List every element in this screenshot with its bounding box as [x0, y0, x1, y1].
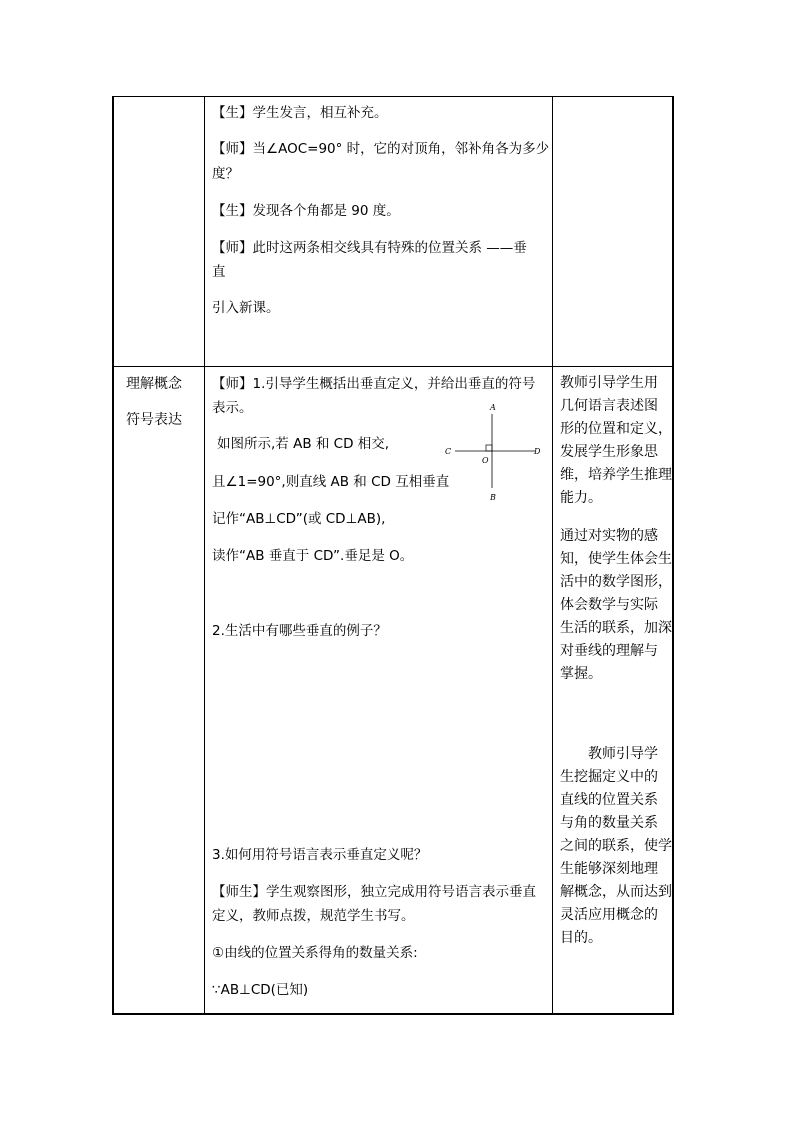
objective-line: 之间的联系，使学 — [560, 838, 672, 854]
objective-line: 生活的联系，加深 — [560, 620, 672, 636]
label-o: O — [482, 456, 489, 465]
lesson-line: 且∠1=90°,则直线 AB 和 CD 互相垂直 — [212, 474, 450, 490]
objective-line: 解概念，从而达到 — [560, 884, 672, 900]
objective-line: 直线的位置关系 — [560, 792, 658, 808]
objective-line: 能力。 — [560, 490, 602, 506]
perpendicular-lines-figure — [440, 400, 550, 504]
objective-line: 几何语言表述图 — [560, 398, 658, 414]
table-left-border — [112, 96, 114, 1014]
lesson-line: 3.如何用符号语言表示垂直定义呢？ — [212, 847, 428, 863]
dialog-line: 引入新课。 — [212, 300, 280, 316]
label-a: A — [490, 403, 496, 412]
objective-line: 教师引导学 — [588, 746, 658, 762]
lesson-line: ①由线的位置关系得角的数量关系: — [212, 945, 418, 961]
row-divider — [112, 366, 674, 367]
objective-line: 对垂线的理解与 — [560, 643, 658, 659]
lesson-line: 【师生】学生观察图形，独立完成用符号语言表示垂直 — [212, 884, 536, 900]
objective-line: 通过对实物的感 — [560, 528, 658, 544]
table-top-border-left — [112, 96, 552, 97]
label-d: D — [534, 447, 541, 456]
objective-line: 体会数学与实际 — [560, 597, 658, 613]
right-angle-marker — [486, 445, 492, 451]
objective-line: 发展学生形象思 — [560, 444, 658, 460]
lesson-line: ∵AB⊥CD(已知) — [212, 982, 309, 998]
objective-line: 形的位置和定义， — [560, 421, 672, 437]
dialog-line: 【师】此时这两条相交线具有特殊的位置关系 ——垂 — [212, 240, 527, 256]
objective-line: 生能够深刻地理 — [560, 861, 658, 877]
column-divider-2 — [552, 96, 553, 1014]
row-label-line-1: 理解概念 — [126, 376, 182, 392]
lesson-line: 读作“AB 垂直于 CD”.垂足是 O。 — [212, 548, 414, 564]
objective-line: 灵活应用概念的 — [560, 907, 658, 923]
dialog-line: 【师】当∠AOC=90° 时，它的对顶角，邻补角各为多少 — [212, 141, 550, 157]
objective-line: 生挖掘定义中的 — [560, 769, 658, 785]
objective-line: 目的。 — [560, 930, 602, 946]
row-label-line-2: 符号表达 — [126, 412, 182, 428]
objective-line: 掌握。 — [560, 666, 602, 682]
label-c: C — [445, 447, 452, 456]
lesson-line: 2.生活中有哪些垂直的例子？ — [212, 623, 387, 639]
label-b: B — [490, 493, 496, 502]
objective-line: 与角的数量关系 — [560, 815, 658, 831]
objective-line: 教师引导学生用 — [560, 375, 658, 391]
table-top-border-right — [552, 96, 674, 97]
column-divider-1 — [204, 96, 205, 1014]
dialog-line: 【生】学生发言，相互补充。 — [212, 105, 388, 121]
table-bottom-border — [112, 1013, 674, 1015]
lesson-line: 如图所示,若 AB 和 CD 相交, — [217, 436, 390, 452]
objective-line: 活中的数学图形， — [560, 574, 672, 590]
lesson-line: 表示。 — [212, 400, 253, 416]
dialog-line: 直 — [212, 264, 226, 280]
lesson-line: 记作“AB⊥CD”(或 CD⊥AB), — [212, 511, 386, 527]
objective-line: 维，培养学生推理 — [560, 467, 672, 483]
lesson-line: 定义，教师点拨，规范学生书写。 — [212, 908, 415, 924]
lesson-line: 【师】1.引导学生概括出垂直定义，并给出垂直的符号 — [212, 376, 536, 392]
dialog-line: 【生】发现各个角都是 90 度。 — [212, 203, 400, 219]
dialog-line: 度？ — [212, 166, 239, 182]
table-right-border — [672, 96, 674, 1014]
objective-line: 知，使学生体会生 — [560, 551, 672, 567]
